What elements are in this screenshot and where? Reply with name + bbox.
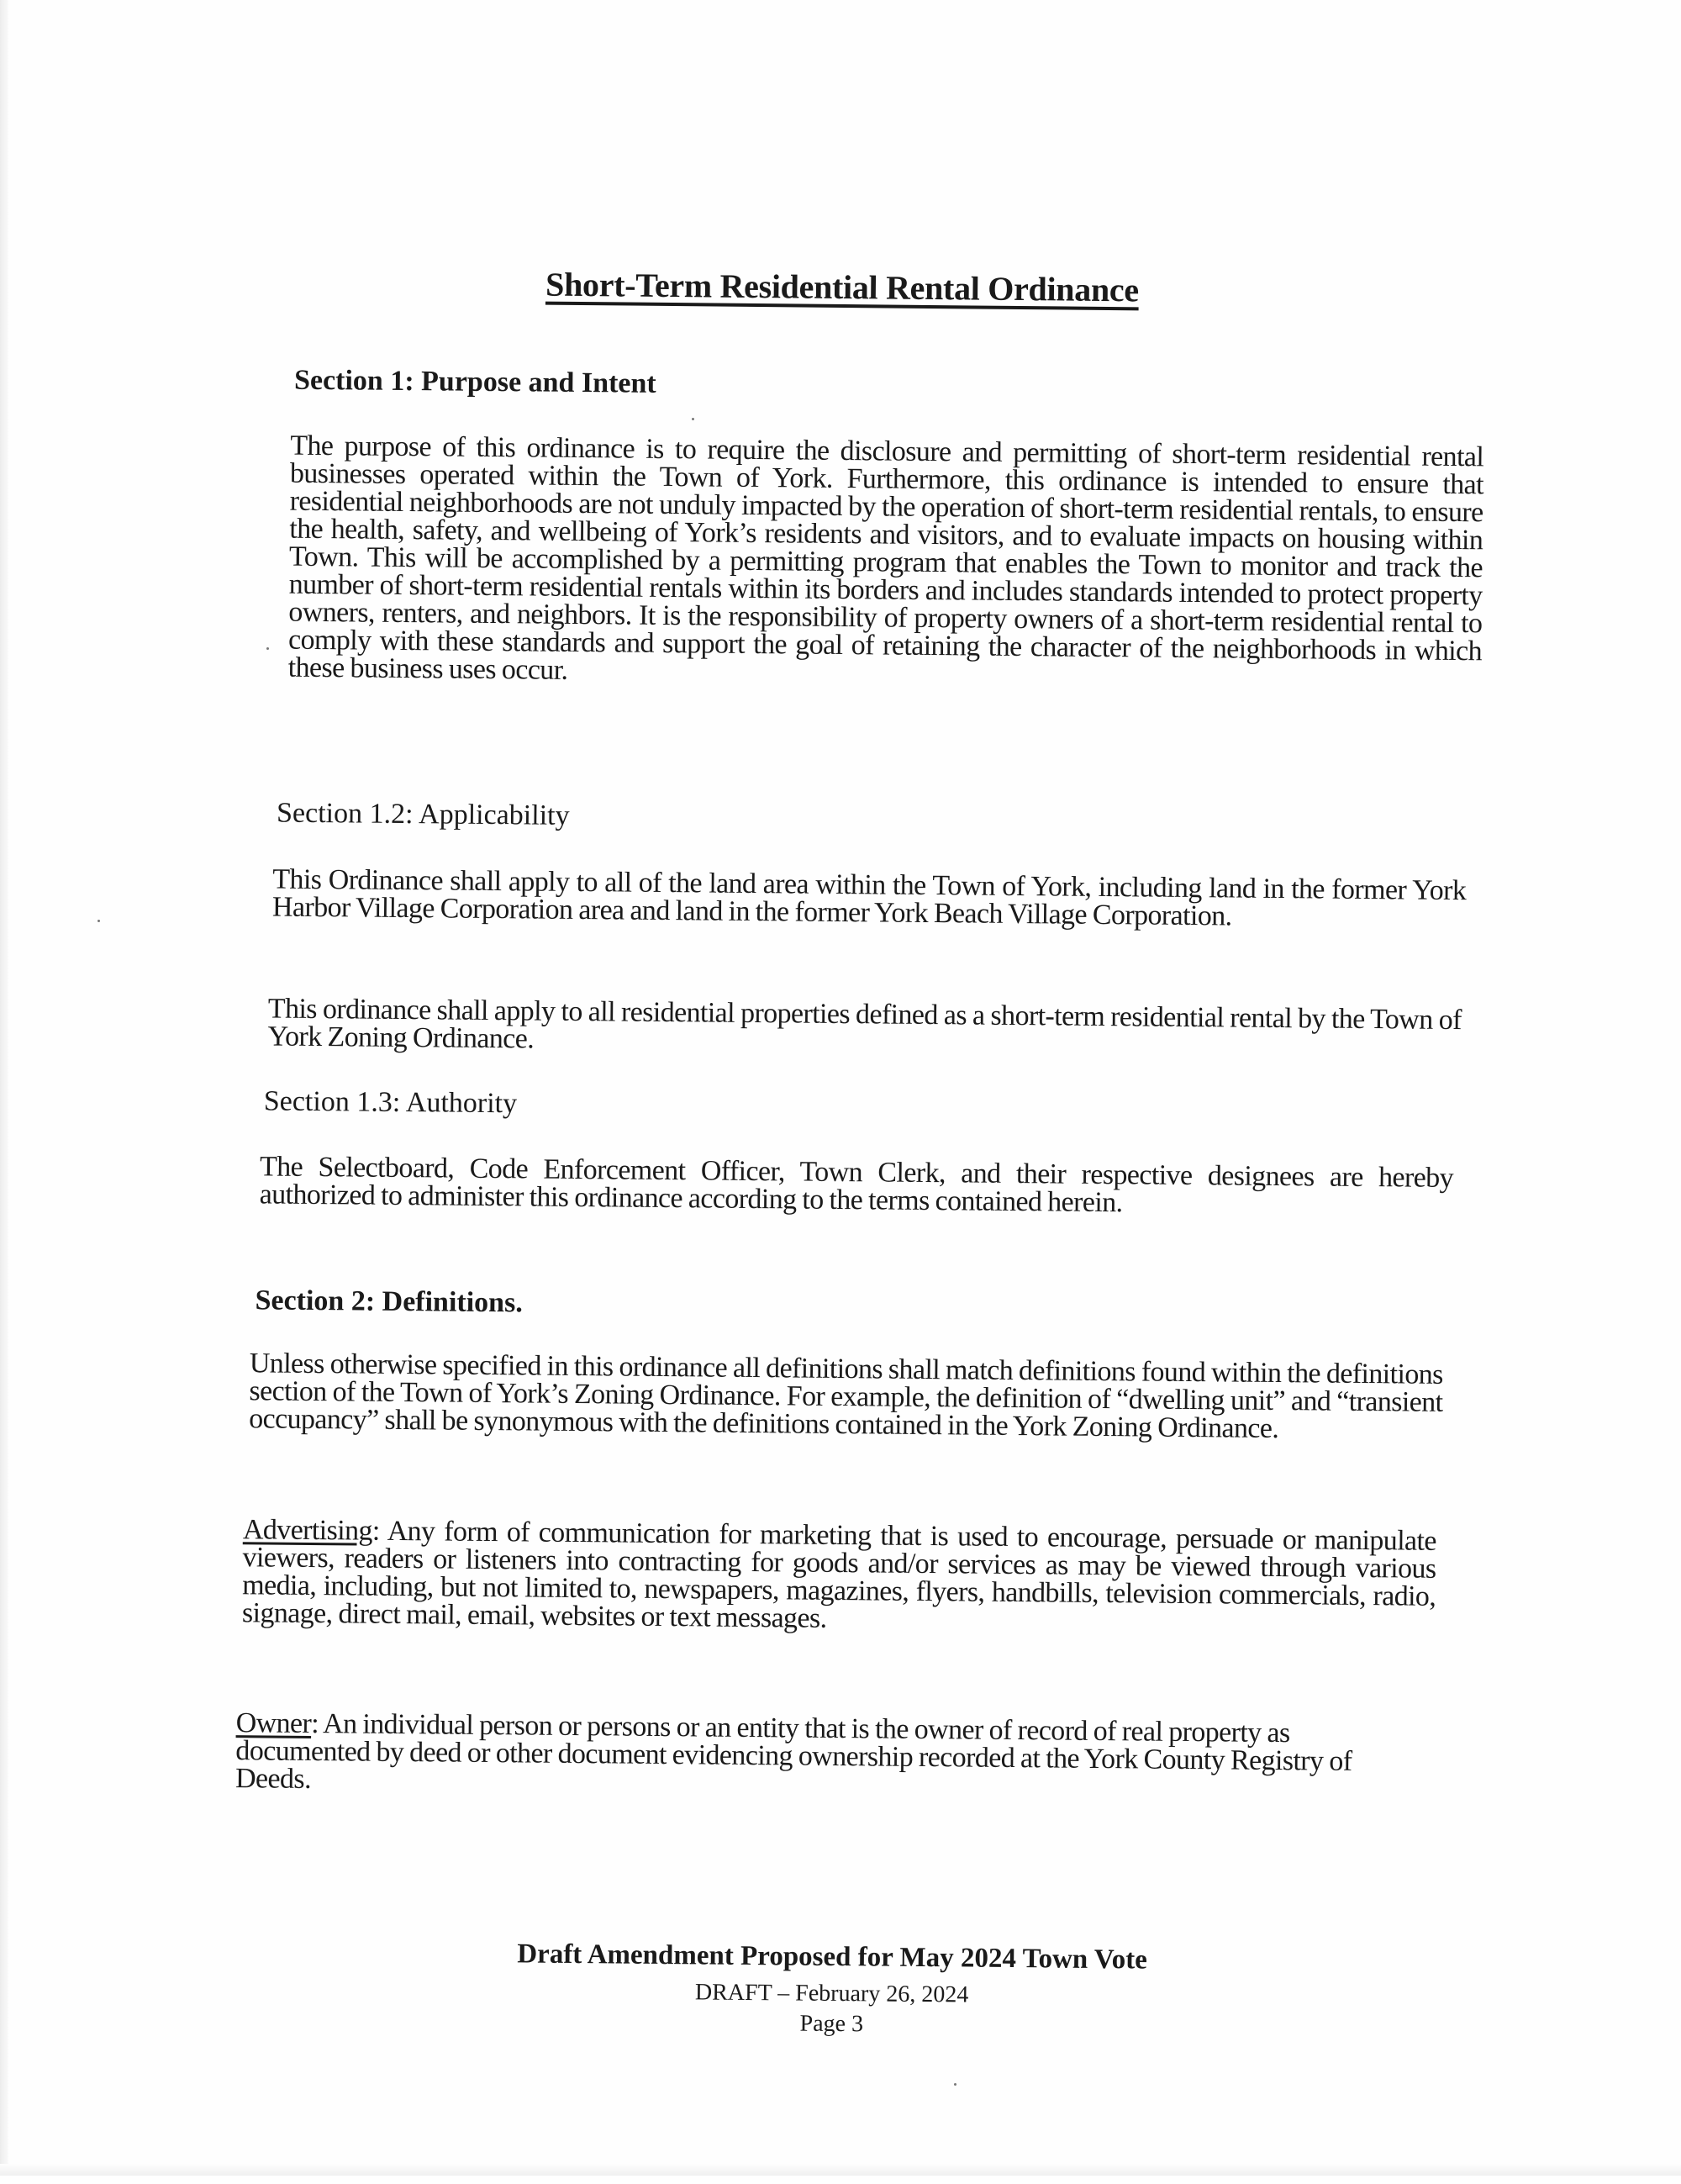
- scan-speck: [97, 920, 100, 922]
- footer-draft-notice: Draft Amendment Proposed for May 2024 Town Vote: [517, 1939, 1147, 1976]
- section-1-2-body-2: This ordinance shall apply to all residential properties defined as a short-term residential rental by the Town of York Zoning Ordinance.: [267, 993, 1462, 1055]
- footer-page-number: Page 3: [799, 2010, 864, 2038]
- footer-draft-date: DRAFT – February 26, 2024: [694, 1979, 969, 2008]
- section-2-heading: Section 2: Definitions.: [255, 1285, 523, 1319]
- definition-separator: :: [372, 1515, 387, 1547]
- definition-term-advertising: Advertising: [242, 1514, 373, 1547]
- definition-text-owner: An individual person or persons or an entity that is the owner of record of real property as documented by deed or other document evidencing ownership recorded at the York County Registry of Deeds.: [234, 1708, 1352, 1795]
- section-1-3-heading: Section 1.3: Authority: [263, 1085, 518, 1120]
- definition-owner: [235, 1709, 1396, 1803]
- section-1-2-body-1: This Ordinance shall apply to all of the land area within the Town of York, including land in the former York Harbor Village Corporation area and land in the former York Beach Village Corporation.: [271, 863, 1467, 932]
- definition-advertising: [242, 1516, 1436, 1638]
- section-2-body: Unless otherwise specified in this ordinance all definitions shall match definitions found within the definitions section of the Town of York’s Zoning Ordinance. For example, the definition of “dwelling unit” and “transient occupancy” shall be synonymous with the definitions contained in the York Zoning Ordinance.: [249, 1348, 1443, 1445]
- definition-text-advertising: Any form of communication for marketing that is used to encourage, persuade or manipulate viewers, readers or listeners into contracting for goods and/or services as may be viewed through various media, including, but not limited to, newspapers, magazines, flyers, handbills, television commercials, radio, signage, direct mail, email, websites or text messages.: [241, 1515, 1437, 1634]
- document-title: Short-Term Residential Rental Ordinance: [545, 265, 1140, 309]
- scan-speck: [266, 647, 269, 650]
- section-1-heading: Section 1: Purpose and Intent: [293, 364, 656, 399]
- definition-term-owner: Owner: [235, 1707, 312, 1739]
- scan-speck: [954, 2083, 956, 2086]
- section-1-2-heading: Section 1.2: Applicability: [276, 797, 570, 831]
- section-1-3-body: The Selectboard, Code Enforcement Officer, Town Clerk, and their respective designees are hereby authorized to administer this ordinance according to the terms contained herein.: [259, 1151, 1454, 1219]
- scan-speck: [692, 418, 694, 420]
- definition-separator: :: [311, 1707, 324, 1740]
- section-1-body: The purpose of this ordinance is to require the disclosure and permitting of short-term residential rental businesses operated within the Town of York. Furthermore, this ordinance is intended to ensure that residential neighborhoods are not unduly impacted by the operation of short-term residential rentals, to ensure the health, safety, and wellbeing of York’s residents and visitors, and to evaluate impacts on housing within Town. This will be accomplished by a permitting program that enables the Town to monitor and track the number of short-term residential rentals within its borders and includes standards intended to protect property owners, renters, and neighbors. It is the responsibility of property owners of a short-term residential rental to comply with these standards and support the goal of retaining the character of the neighborhoods in which these business uses occur.: [287, 430, 1484, 686]
